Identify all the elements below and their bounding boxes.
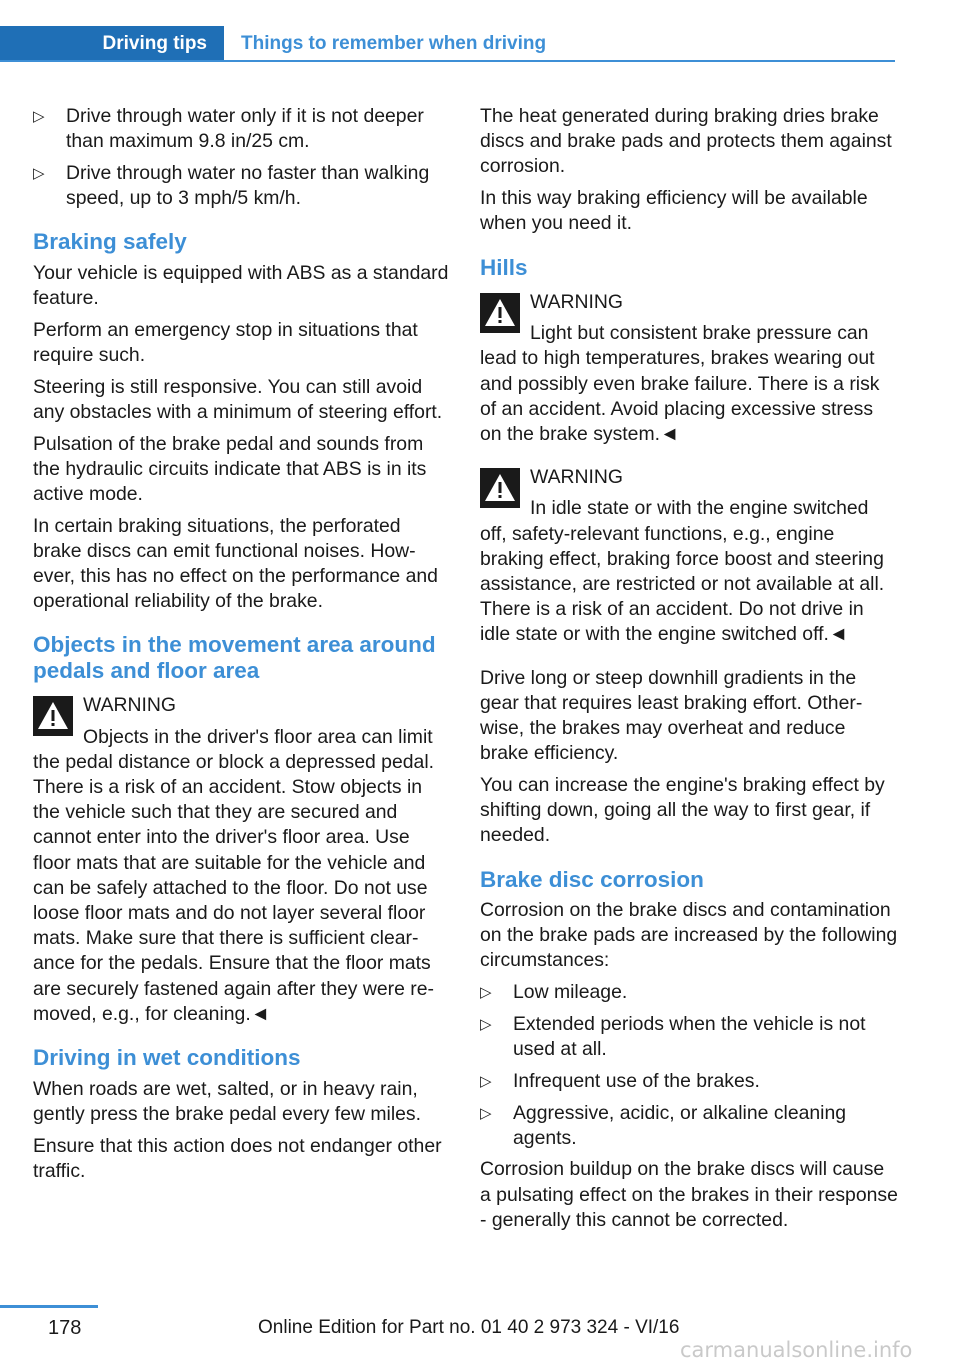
list-item bbox=[33, 104, 449, 154]
page-number: 178 bbox=[48, 1317, 82, 1339]
page-header bbox=[0, 0, 895, 62]
list-item-text: Extended periods when the vehicle is not used at all. bbox=[513, 1012, 866, 1061]
bullet-triangle-icon: ▷ bbox=[480, 1072, 492, 1090]
warning-triangle-icon bbox=[480, 468, 520, 508]
list-item bbox=[33, 161, 449, 211]
header-rule bbox=[0, 60, 895, 62]
bullet-triangle-icon: ▷ bbox=[33, 108, 45, 125]
list-item-text: Infrequent use of the brakes. bbox=[513, 1069, 760, 1092]
list-item bbox=[480, 1101, 898, 1151]
paragraph: Pulsation of the brake pedal and sounds from the hydraulic circuits indicate that ABS is in its active mode. bbox=[33, 432, 427, 505]
warning-block bbox=[480, 465, 898, 647]
list-item-text: Drive through water no faster than walking speed, up to 3 mph/5 km/h. bbox=[66, 161, 430, 210]
list-item-text: Drive through water only if it is not deeper than maximum 9.8 in/25 cm. bbox=[66, 105, 424, 153]
paragraph: When roads are wet, salted, or in heavy rain, gently press the brake pedal every few miles. bbox=[33, 1077, 422, 1125]
list-item bbox=[480, 1012, 898, 1062]
warning-title: WARNING bbox=[83, 694, 176, 717]
paragraph: Perform an emergency stop in situations that require such. bbox=[33, 318, 418, 366]
list-item-text: Aggressive, acidic, or alkaline cleaning agents. bbox=[513, 1101, 847, 1149]
list-item bbox=[480, 1069, 898, 1094]
heading-objects: Objects in the movement area around pedals and floor area bbox=[33, 632, 436, 683]
paragraph: Steering is still responsive. You can still avoid any obstacles with a minimum of steering effort. bbox=[33, 375, 443, 423]
warning-block bbox=[33, 693, 449, 1027]
paragraph: Corrosion on the brake discs and contamination on the brake pads are increased by the following circumstances: bbox=[480, 899, 898, 972]
footer-rule bbox=[0, 1305, 98, 1308]
bullet-triangle-icon: ▷ bbox=[480, 1104, 492, 1122]
bullet-triangle-icon: ▷ bbox=[480, 1015, 492, 1033]
warning-triangle-icon bbox=[33, 696, 73, 736]
paragraph: Drive long or steep downhill gradients in the gear that requires least braking effort. Otherwise, the brakes may overheat and reduce brake efficiency. bbox=[480, 666, 863, 765]
heading-hills: Hills bbox=[480, 254, 528, 280]
paragraph: Your vehicle is equipped with ABS as a standard feature. bbox=[33, 261, 449, 310]
heading-wet-conditions: Driving in wet conditions bbox=[33, 1045, 301, 1071]
edition-text: Online Edition for Part no. 01 40 2 973 324 - VI/16 bbox=[258, 1317, 680, 1338]
warning-text: In idle state or with the engine switched off, safety-relevant functions, e.g., engine braking effect, braking force boost and steering assistance, are restricted or not available at all. There is a risk of an accident. Do not drive in idle state or with the engine switched off.◄ bbox=[480, 497, 885, 646]
heading-brake-disc-corrosion: Brake disc corrosion bbox=[480, 866, 704, 892]
bullet-triangle-icon: ▷ bbox=[480, 984, 492, 1002]
bullet-triangle-icon: ▷ bbox=[33, 164, 45, 182]
warning-title: WARNING bbox=[530, 466, 623, 489]
warning-block bbox=[480, 290, 898, 447]
section-tab[interactable]: Things to remember when driving bbox=[241, 32, 547, 54]
paragraph: The heat generated during braking dries brake discs and brake pads and protects them against corrosion. bbox=[480, 105, 892, 178]
chapter-tab[interactable]: Driving tips bbox=[0, 26, 224, 61]
left-column bbox=[33, 104, 449, 1190]
list-item bbox=[480, 980, 898, 1005]
right-column bbox=[480, 104, 898, 1240]
warning-text: Objects in the driver's floor area can limit the pedal distance or block a depressed pedal. There is a risk of an accident. Stow objects in the vehicle such that they are secured and cannot enter into the driver's floor area. Use floor mats that are suitable for the vehicle and can be safely attached to the floor. Do not use loose floor mats and do not layer several floor mats. Make sure that there is sufficient clearance for the pedals. Ensure that the floor mats are securely fastened again after they were removed, e.g., for cleaning.◄ bbox=[33, 725, 435, 1025]
paragraph: In certain braking situations, the perforated brake discs can emit functional noises. However, this has no effect on the performance and operational reliability of the brake. bbox=[33, 514, 438, 613]
warning-text: Light but consistent brake pressure can lead to high temperatures, brakes wearing out and possibly even brake failure. There is a risk of an accident. Avoid placing excessive stress on the brake system.◄ bbox=[480, 322, 880, 446]
heading-braking-safely: Braking safely bbox=[33, 229, 187, 255]
paragraph: You can increase the engine's braking effect by shifting down, going all the way to first gear, if needed. bbox=[480, 773, 885, 847]
watermark: carmanualsonline.info bbox=[680, 1338, 913, 1362]
warning-triangle-icon bbox=[480, 293, 520, 333]
warning-title: WARNING bbox=[530, 291, 623, 314]
paragraph: Corrosion buildup on the brake discs will cause a pulsating effect on the brakes in their response - generally this cannot be corrected. bbox=[480, 1158, 898, 1231]
list-item-text: Low mileage. bbox=[513, 981, 628, 1004]
paragraph: In this way braking efficiency will be available when you need it. bbox=[480, 187, 868, 235]
paragraph: Ensure that this action does not endanger other traffic. bbox=[33, 1134, 442, 1182]
